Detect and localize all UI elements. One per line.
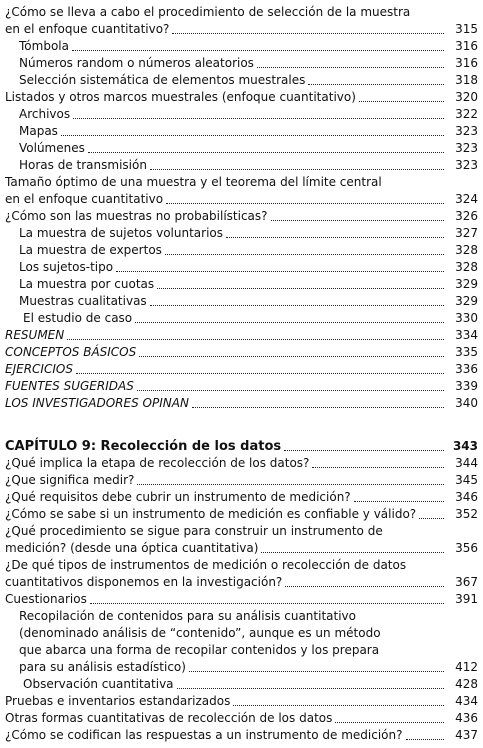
toc-entry bbox=[5, 727, 478, 744]
dot-leader bbox=[157, 288, 444, 289]
dot-leader bbox=[419, 518, 444, 519]
toc-page-number: 343 bbox=[452, 439, 478, 453]
toc-entry bbox=[5, 38, 478, 55]
toc-page-number: 318 bbox=[455, 73, 478, 87]
toc-entry-text: Números random o números aleatorios bbox=[19, 56, 254, 70]
toc-entry-text: Observación cuantitativa bbox=[23, 677, 174, 691]
toc-page-number: 412 bbox=[455, 660, 478, 674]
toc-page-number: 323 bbox=[455, 158, 478, 172]
toc-entry bbox=[5, 591, 478, 608]
toc-entry-text: que abarca una forma de recopilar contenidos y los prepara bbox=[19, 643, 380, 657]
toc-entry-text: Muestras cualitativas bbox=[19, 294, 147, 308]
toc-entry-text: La muestra por cuotas bbox=[19, 277, 155, 291]
toc-entry bbox=[5, 174, 478, 208]
toc-entry-text: ¿Cómo se lleva a cabo el procedimiento de selección de la muestra bbox=[5, 5, 411, 19]
dot-leader bbox=[233, 705, 444, 706]
toc-page-number: 428 bbox=[455, 677, 478, 691]
toc-entry bbox=[5, 327, 478, 344]
toc-entry bbox=[5, 676, 478, 693]
toc-entry-text: Horas de transmisión bbox=[19, 158, 147, 172]
toc-entry-text: EJERCICIOS bbox=[5, 362, 73, 376]
toc-entry-text: RESUMEN bbox=[5, 328, 65, 342]
dot-leader bbox=[359, 101, 444, 102]
toc-entry-text: ¿Cómo se sabe si un instrumento de medición es confiable y válido? bbox=[5, 507, 417, 521]
dot-leader bbox=[354, 501, 444, 502]
toc-page-number: 315 bbox=[455, 22, 478, 36]
toc-page-number: 327 bbox=[455, 226, 478, 240]
toc-entry bbox=[5, 225, 478, 242]
dot-leader bbox=[90, 603, 444, 604]
toc-page-number: 367 bbox=[455, 575, 478, 589]
toc-entry-text: Pruebas e inventarios estandarizados bbox=[5, 694, 231, 708]
toc-entry-text: medición? (desde una óptica cuantitativa) bbox=[5, 541, 259, 555]
toc-page-number: 316 bbox=[455, 56, 478, 70]
toc-entry-text: Archivos bbox=[19, 107, 71, 121]
table-of-contents bbox=[5, 4, 478, 744]
toc-entry bbox=[5, 472, 478, 489]
dot-leader bbox=[76, 373, 444, 374]
toc-entry-text: La muestra de sujetos voluntarios bbox=[19, 226, 223, 240]
toc-entry-text: FUENTES SUGERIDAS bbox=[5, 379, 134, 393]
toc-entry-text: Tómbola bbox=[19, 39, 69, 53]
toc-entry bbox=[5, 72, 478, 89]
toc-entry-text: Recopilación de contenidos para su análisis cuantitativo bbox=[19, 609, 356, 623]
toc-entry bbox=[5, 693, 478, 710]
dot-leader bbox=[261, 552, 444, 553]
toc-page-number: 324 bbox=[455, 192, 478, 206]
toc-entry bbox=[5, 293, 478, 310]
toc-entry bbox=[5, 608, 478, 676]
toc-page-number: 339 bbox=[455, 379, 478, 393]
toc-entry-text: Volúmenes bbox=[19, 141, 85, 155]
toc-entry bbox=[5, 361, 478, 378]
dot-leader bbox=[135, 322, 444, 323]
toc-page-number: 356 bbox=[455, 541, 478, 555]
toc-page-number: 329 bbox=[455, 294, 478, 308]
toc-page-number: 320 bbox=[455, 90, 478, 104]
toc-entry-text: Listados y otros marcos muestrales (enfoque cuantitativo) bbox=[5, 90, 356, 104]
toc-entry bbox=[5, 455, 478, 472]
toc-page-number: 335 bbox=[455, 345, 478, 359]
toc-entry bbox=[5, 89, 478, 106]
toc-entry-text: La muestra de expertos bbox=[19, 243, 162, 257]
chapter-heading bbox=[5, 438, 478, 455]
toc-page-number: 340 bbox=[455, 396, 478, 410]
toc-entry bbox=[5, 208, 478, 225]
toc-entry-text: Otras formas cuantitativas de recolección de los datos bbox=[5, 711, 333, 725]
toc-entry bbox=[5, 523, 478, 557]
dot-leader bbox=[165, 254, 444, 255]
toc-entry bbox=[5, 506, 478, 523]
toc-entry-text: ¿Qué procedimiento se sigue para construir un instrumento de bbox=[5, 524, 383, 538]
dot-leader bbox=[61, 135, 444, 136]
toc-entry-text: Tamaño óptimo de una muestra y el teorema del límite central bbox=[5, 175, 382, 189]
toc-entry-text: LOS INVESTIGADORES OPINAN bbox=[5, 396, 189, 410]
dot-leader bbox=[226, 237, 444, 238]
dot-leader bbox=[335, 722, 444, 723]
dot-leader bbox=[172, 33, 444, 34]
toc-entry bbox=[5, 344, 478, 361]
toc-entry bbox=[5, 106, 478, 123]
toc-page-number: 326 bbox=[455, 209, 478, 223]
toc-entry-text: cuantitativos disponemos en la investigación? bbox=[5, 575, 283, 589]
toc-page-number: 328 bbox=[455, 260, 478, 274]
toc-entry-text: CAPÍTULO 9: Recolección de los datos bbox=[5, 439, 282, 454]
dot-leader bbox=[150, 305, 444, 306]
toc-entry bbox=[5, 123, 478, 140]
dot-leader bbox=[137, 390, 444, 391]
toc-entry bbox=[5, 489, 478, 506]
dot-leader bbox=[284, 450, 444, 451]
toc-page-number: 329 bbox=[455, 277, 478, 291]
dot-leader bbox=[285, 586, 444, 587]
dot-leader bbox=[308, 84, 444, 85]
toc-page-number: 334 bbox=[455, 328, 478, 342]
toc-entry bbox=[5, 557, 478, 591]
toc-page-number: 436 bbox=[455, 711, 478, 725]
toc-entry bbox=[5, 242, 478, 259]
dot-leader bbox=[150, 169, 444, 170]
toc-entry bbox=[5, 378, 478, 395]
toc-entry bbox=[5, 310, 478, 327]
toc-entry bbox=[5, 55, 478, 72]
toc-page-number: 434 bbox=[455, 694, 478, 708]
toc-page-number: 344 bbox=[455, 456, 478, 470]
dot-leader bbox=[257, 67, 444, 68]
toc-entry-text: ¿Cómo se codifican las respuestas a un instrumento de medición? bbox=[5, 728, 403, 742]
dot-leader bbox=[192, 407, 444, 408]
dot-leader bbox=[137, 484, 444, 485]
toc-page-number: 323 bbox=[455, 124, 478, 138]
toc-page-number: 330 bbox=[455, 311, 478, 325]
dot-leader bbox=[116, 271, 444, 272]
toc-entry-text: Cuestionarios bbox=[5, 592, 87, 606]
dot-leader bbox=[139, 356, 444, 357]
toc-page-number: 345 bbox=[455, 473, 478, 487]
toc-entry-text: ¿Qué implica la etapa de recolección de los datos? bbox=[5, 456, 310, 470]
toc-entry-text: en el enfoque cuantitativo? bbox=[5, 22, 170, 36]
toc-entry bbox=[5, 259, 478, 276]
dot-leader bbox=[88, 152, 444, 153]
toc-entry-text: Selección sistemática de elementos muestrales bbox=[19, 73, 306, 87]
dot-leader bbox=[73, 118, 444, 119]
toc-entry-text: (denominado análisis de “contenido”, aunque es un método bbox=[19, 626, 381, 640]
toc-page-number: 352 bbox=[455, 507, 478, 521]
toc-page-number: 346 bbox=[455, 490, 478, 504]
toc-entry bbox=[5, 276, 478, 293]
toc-entry-text: Mapas bbox=[19, 124, 58, 138]
dot-leader bbox=[166, 203, 444, 204]
toc-entry bbox=[5, 157, 478, 174]
toc-entry bbox=[5, 140, 478, 157]
toc-page-number: 316 bbox=[455, 39, 478, 53]
toc-entry-text: CONCEPTOS BÁSICOS bbox=[5, 345, 137, 359]
toc-page-number: 336 bbox=[455, 362, 478, 376]
dot-leader bbox=[177, 688, 444, 689]
dot-leader bbox=[312, 467, 444, 468]
toc-entry-text: El estudio de caso bbox=[23, 311, 133, 325]
toc-page-number: 322 bbox=[455, 107, 478, 121]
dot-leader bbox=[271, 220, 444, 221]
dot-leader bbox=[406, 739, 445, 740]
toc-page-number: 391 bbox=[455, 592, 478, 606]
section-gap bbox=[5, 412, 478, 438]
toc-entry-text: para su análisis estadístico) bbox=[19, 660, 186, 674]
toc-entry-text: en el enfoque cuantitativo bbox=[5, 192, 164, 206]
toc-entry-text: ¿Cómo son las muestras no probabilísticas? bbox=[5, 209, 268, 223]
dot-leader bbox=[189, 671, 444, 672]
toc-entry bbox=[5, 395, 478, 412]
dot-leader bbox=[72, 50, 444, 51]
toc-entry-text: ¿De qué tipos de instrumentos de medición o recolección de datos bbox=[5, 558, 407, 572]
toc-entry-text: ¿Qué requisitos debe cubrir un instrumento de medición? bbox=[5, 490, 351, 504]
toc-page-number: 323 bbox=[455, 141, 478, 155]
toc-entry-text: Los sujetos-tipo bbox=[19, 260, 114, 274]
toc-page-number: 437 bbox=[455, 728, 478, 742]
dot-leader bbox=[67, 339, 444, 340]
toc-entry-text: ¿Que significa medir? bbox=[5, 473, 135, 487]
toc-page-number: 328 bbox=[455, 243, 478, 257]
toc-entry bbox=[5, 710, 478, 727]
toc-entry bbox=[5, 4, 478, 38]
